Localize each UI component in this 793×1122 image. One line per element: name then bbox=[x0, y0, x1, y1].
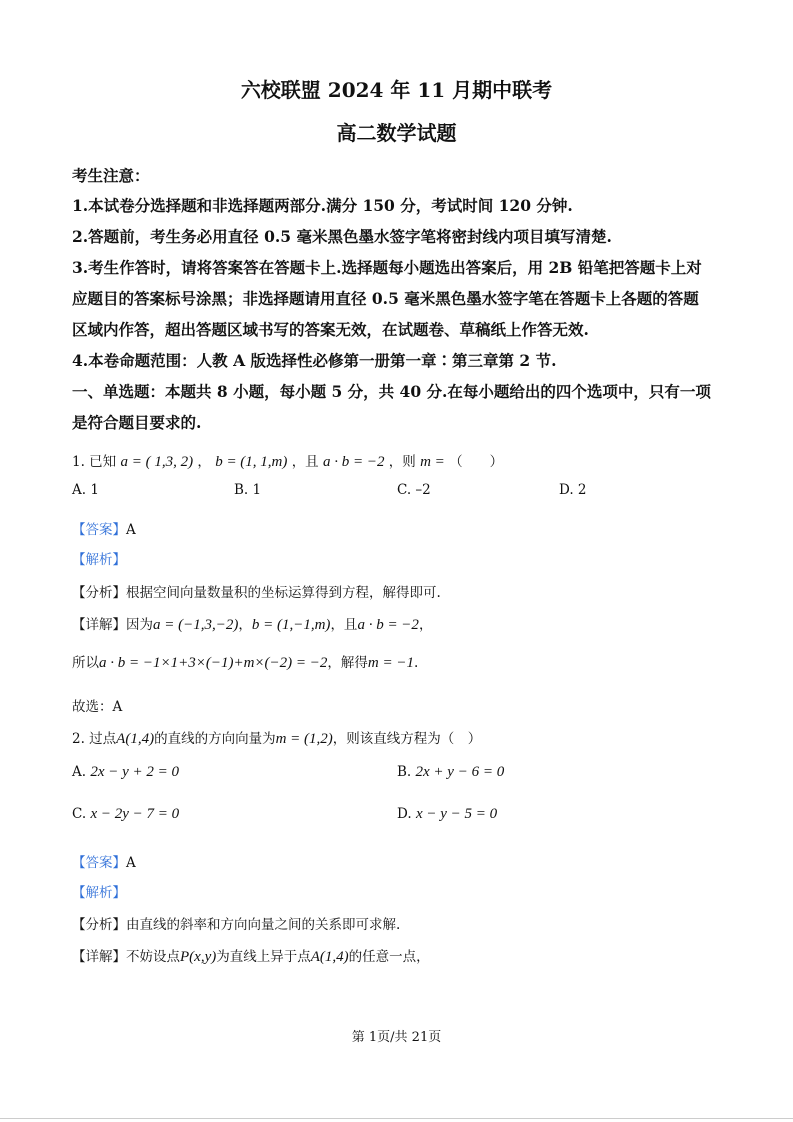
q2-tail: ，则该直线方程为（ ） bbox=[332, 731, 482, 747]
q1-paren: （ ） bbox=[449, 454, 504, 470]
q2-vector: m = (1,2) bbox=[275, 731, 333, 747]
q1-xiangjie-line-2 bbox=[72, 651, 418, 672]
notice-line-3b: 应题目的答案标号涂黑；非选择题请用直径 0.5 毫米黑色墨水签字笔在答题卡上各题的答题 bbox=[72, 289, 699, 308]
xj1-c: 为直线上异于点 bbox=[216, 949, 311, 965]
xj1-vector-b: b = (1,−1,m) bbox=[251, 617, 331, 633]
xj1-c: ， bbox=[238, 617, 252, 633]
q1-option-c: C. –2 bbox=[397, 482, 431, 498]
q2-prefix: 2. 过点 bbox=[72, 731, 117, 747]
q1-prefix: 1. 已知 bbox=[72, 454, 117, 470]
q1-tail: ，则 bbox=[388, 454, 416, 470]
q1-comma: ， bbox=[197, 454, 211, 470]
q2-xiangjie-line-1 bbox=[72, 945, 430, 966]
q2-option-a bbox=[72, 764, 179, 781]
xj2-a: 所以 bbox=[72, 655, 99, 671]
notice-line-4: 4.本卷命题范围：人教 A 版选择性必修第一册第一章∶第三章第 2 节. bbox=[72, 351, 557, 370]
section-heading-line-1: 一、单选题：本题共 8 小题，每小题 5 分，共 40 分.在每小题给出的四个选项中，只有一项 bbox=[72, 382, 711, 401]
xj1-g: ， bbox=[418, 617, 433, 633]
fenxi-tag: 【分析】 bbox=[72, 585, 126, 601]
answer-tag: 【答案】 bbox=[72, 522, 126, 538]
analysis-tag: 【解析】 bbox=[72, 552, 126, 568]
fenxi-text: 由直线的斜率和方向向量之间的关系即可求解. bbox=[126, 917, 401, 933]
q1-conclusion: 故选：A bbox=[72, 699, 123, 715]
fenxi-text: 根据空间向量数量积的坐标运算得到方程，解得即可. bbox=[126, 585, 441, 601]
xiangjie-tag: 【详解】 bbox=[72, 617, 126, 633]
bottom-divider bbox=[0, 1118, 793, 1119]
q1-vector-a: a = ( 1,3, 2) bbox=[120, 454, 194, 470]
q1-option-d: D. 2 bbox=[559, 482, 587, 498]
q1-xiangjie-line-1 bbox=[72, 613, 432, 634]
q2-option-c-expr: x − 2y − 7 = 0 bbox=[90, 806, 180, 822]
q1-option-b: B. 1 bbox=[234, 482, 262, 498]
answer-tag: 【答案】 bbox=[72, 855, 126, 871]
page-footer: 第 1页/共 21页 bbox=[351, 1030, 442, 1045]
q2-option-d-label: D. bbox=[397, 806, 412, 822]
question-1-stem bbox=[72, 450, 503, 471]
q1-vector-b: b = (1, 1,m) bbox=[215, 454, 288, 470]
xj1-vector-a: a = (−1,3,−2) bbox=[153, 617, 239, 633]
q2-mid: 的直线的方向向量为 bbox=[154, 731, 276, 747]
notice-line-3a: 3.考生作答时，请将答案答在答题卡上.选择题每小题选出答案后，用 2B 铅笔把答题卡上对 bbox=[72, 258, 702, 277]
q1-mid: ，且 bbox=[291, 454, 319, 470]
q1-answer bbox=[72, 518, 136, 538]
q2-option-b-expr: 2x + y − 6 = 0 bbox=[415, 764, 505, 780]
xj2-result: m = −1 bbox=[367, 655, 414, 671]
q2-fenxi bbox=[72, 913, 400, 933]
q2-answer bbox=[72, 851, 136, 871]
exam-subtitle: 高二数学试题 bbox=[336, 121, 457, 145]
notice-line-3c: 区域内作答，超出答题区域书写的答案无效，在试题卷、草稿纸上作答无效. bbox=[72, 320, 589, 339]
fenxi-tag: 【分析】 bbox=[72, 917, 126, 933]
xj1-point-a: A(1,4) bbox=[310, 949, 349, 965]
notice-heading: 考生注意： bbox=[72, 166, 150, 185]
exam-title: 六校联盟 2024 年 11 月期中联考 bbox=[240, 78, 553, 102]
notice-line-1: 1.本试卷分选择题和非选择题两部分.满分 150 分，考试时间 120 分钟. bbox=[72, 196, 573, 215]
q2-option-d bbox=[397, 806, 497, 823]
xj1-e: ，且 bbox=[330, 617, 358, 633]
xiangjie-tag: 【详解】 bbox=[72, 949, 126, 965]
xj1-e: 的任意一点， bbox=[348, 949, 430, 965]
xj1-point-p: P(x,y) bbox=[180, 949, 217, 965]
q1-m-equals: m = bbox=[420, 454, 445, 470]
q2-option-c bbox=[72, 806, 179, 823]
q2-point: A(1,4) bbox=[116, 731, 155, 747]
q2-option-a-expr: 2x − y + 2 = 0 bbox=[90, 764, 180, 780]
q2-option-a-label: A. bbox=[72, 764, 87, 780]
xj1-a: 不妨设点 bbox=[126, 949, 180, 965]
q2-analysis-tag bbox=[72, 881, 126, 901]
xj2-expr: a · b = −1×1+3×(−1)+m×(−2) = −2 bbox=[99, 655, 328, 671]
q2-option-b-label: B. bbox=[397, 764, 412, 780]
xj1-a: 因为 bbox=[126, 617, 153, 633]
q1-analysis-tag bbox=[72, 548, 126, 568]
xj2-e: . bbox=[413, 655, 419, 671]
answer-value: A bbox=[126, 522, 136, 538]
xj2-c: ，解得 bbox=[327, 655, 368, 671]
q1-option-a: A. 1 bbox=[72, 482, 99, 498]
answer-value: A bbox=[126, 855, 136, 871]
notice-line-2: 2.答题前，考生务必用直径 0.5 毫米黑色墨水签字笔将密封线内项目填写清楚. bbox=[72, 227, 612, 246]
q1-fenxi bbox=[72, 581, 441, 601]
q2-option-c-label: C. bbox=[72, 806, 87, 822]
xj1-dot: a · b = −2 bbox=[357, 617, 419, 633]
analysis-tag: 【解析】 bbox=[72, 885, 126, 901]
question-2-stem bbox=[72, 727, 481, 748]
q1-dot-product: a · b = −2 bbox=[322, 454, 385, 470]
q2-option-b bbox=[397, 764, 504, 781]
section-heading-line-2: 是符合题目要求的. bbox=[72, 413, 202, 432]
q2-option-d-expr: x − y − 5 = 0 bbox=[415, 806, 498, 822]
